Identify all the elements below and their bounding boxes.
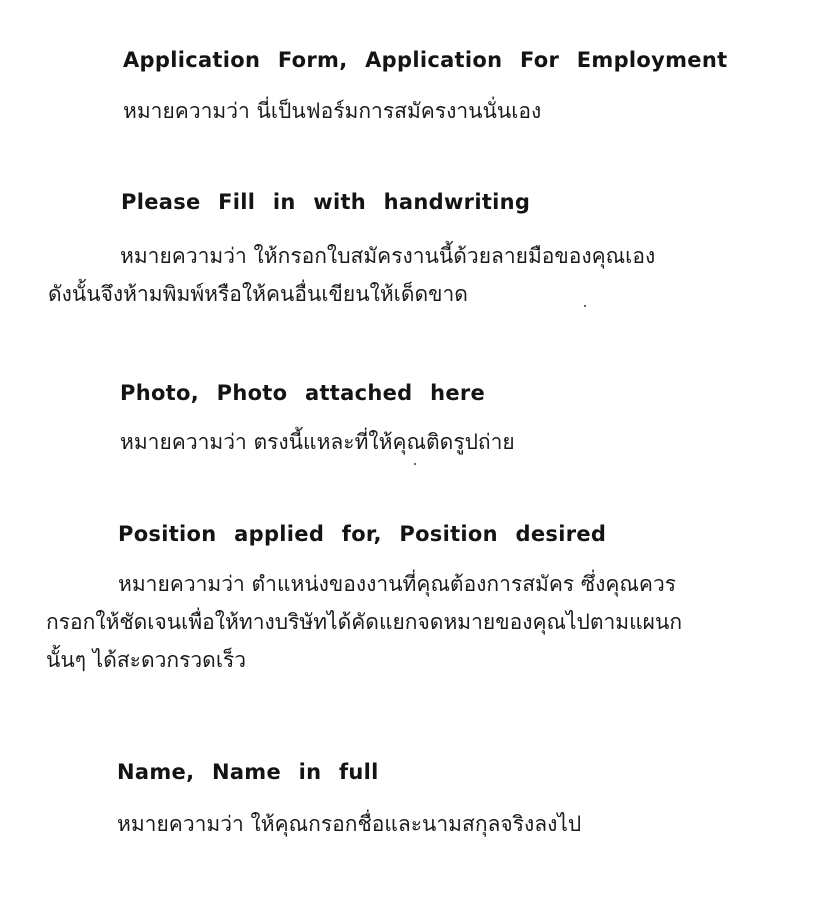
- definition-line: นั้นๆ ได้สะดวกรวดเร็ว: [46, 648, 247, 672]
- definition-line: หมายความว่า ให้กรอกใบสมัครงานนี้ด้วยลายมือของคุณเอง: [120, 244, 656, 268]
- definition-fill-handwriting: [48, 237, 655, 313]
- scan-speck: [584, 305, 586, 307]
- term-photo: Photo, Photo attached here: [120, 381, 486, 405]
- definition-name: [117, 805, 581, 843]
- definition-line: ดังนั้นจึงห้ามพิมพ์หรือให้คนอื่นเขียนให้เด็ดขาด: [48, 282, 468, 306]
- term-position: Position applied for, Position desired: [118, 522, 607, 546]
- definition-photo: [120, 423, 515, 461]
- definition-position: [46, 565, 682, 679]
- term-name: Name, Name in full: [117, 760, 379, 784]
- scan-speck: [414, 463, 416, 465]
- definition-line: หมายความว่า ตำแหน่งของงานที่คุณต้องการสมัคร ซึ่งคุณควร: [118, 572, 677, 596]
- term-fill-handwriting: Please Fill in with handwriting: [121, 190, 531, 214]
- term-application-form: Application Form, Application For Employment: [123, 48, 728, 72]
- definition-application-form: [123, 92, 541, 130]
- definition-line: กรอกให้ชัดเจนเพื่อให้ทางบริษัทได้คัดแยกจดหมายของคุณไปตามแผนก: [46, 610, 683, 634]
- definition-line: หมายความว่า นี่เป็นฟอร์มการสมัครงานนั่นเอง: [123, 99, 542, 123]
- definition-line: หมายความว่า ให้คุณกรอกชื่อและนามสกุลจริงลงไป: [117, 812, 582, 836]
- definition-line: หมายความว่า ตรงนี้แหละที่ให้คุณติดรูปถ่าย: [120, 430, 515, 454]
